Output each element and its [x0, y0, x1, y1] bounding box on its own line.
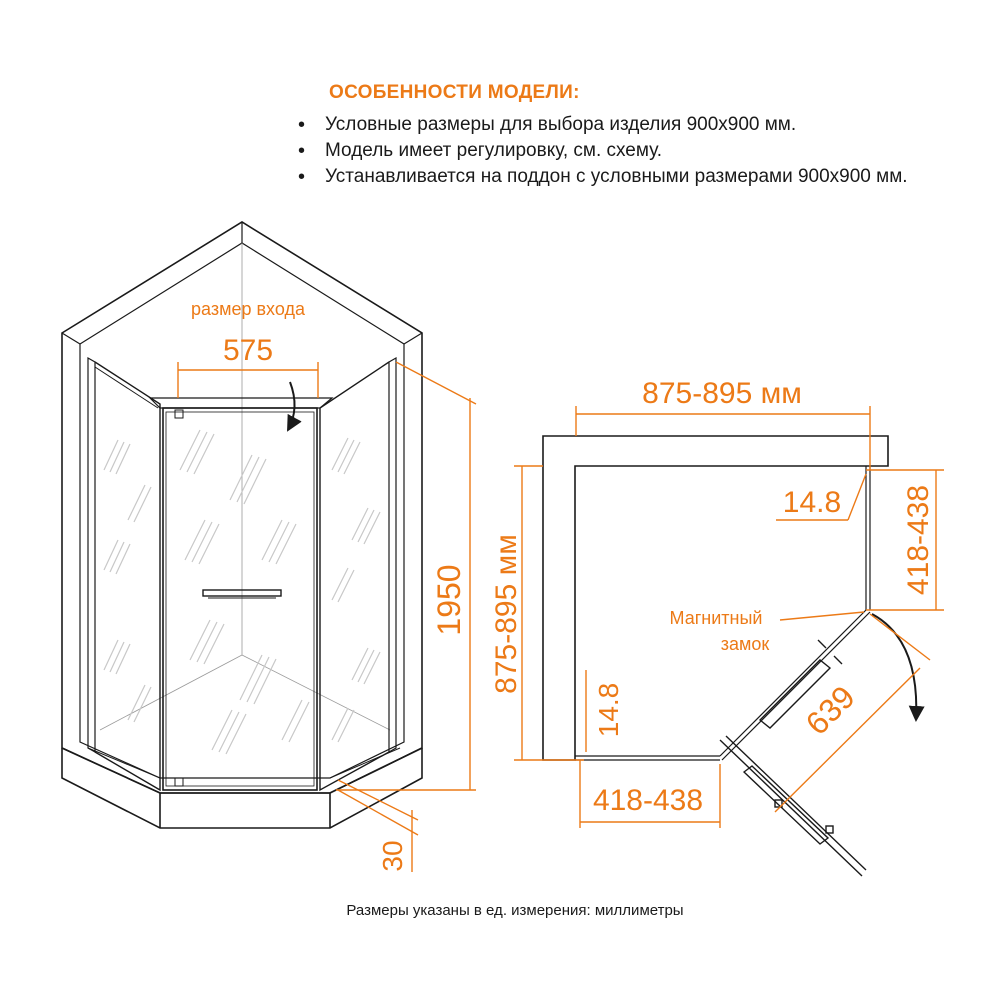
- depth-dimension: 875-895 мм: [490, 534, 523, 694]
- glass-hatching: [104, 430, 380, 754]
- plan-door-handle: [760, 640, 842, 728]
- height-dimension: 1950: [431, 564, 467, 636]
- bottom-profile-dimension: 14.8: [593, 682, 624, 738]
- feature-item: • Условные размеры для выбора изделия 900х900 мм.: [296, 112, 936, 138]
- door-swing-arrow: [288, 382, 295, 430]
- units-footnote: Размеры указаны в ед. измерения: миллиметры: [346, 902, 684, 919]
- bottom-panel-dimension: 418-438: [592, 784, 704, 817]
- plan-door-open: [720, 736, 866, 876]
- profile-dimension: 14.8: [782, 486, 842, 519]
- features-list: [296, 112, 936, 190]
- wall-l-shape: [543, 436, 888, 760]
- plan-view: [543, 436, 888, 876]
- door-panel: [150, 398, 332, 790]
- plan-dimensions: [514, 406, 944, 828]
- door-handle: [203, 590, 281, 598]
- entrance-width: 575: [222, 334, 274, 367]
- feature-item: • Устанавливается на поддон с условными размерами 900х900 мм.: [296, 164, 936, 190]
- shower-tray: [62, 748, 422, 828]
- right-glass-panel: [320, 358, 396, 790]
- right-panel-dimension: 418-438: [902, 484, 935, 596]
- plan-swing-arrow: [872, 614, 916, 720]
- wall-outline: [62, 222, 422, 793]
- tray-height-dimension: 30: [377, 840, 408, 872]
- door-width-dimension: 639: [798, 678, 862, 742]
- features-title: ОСОБЕННОСТИ МОДЕЛИ:: [329, 82, 580, 103]
- plan-width-dimension: 875-895 мм: [642, 377, 802, 410]
- magnetic-lock-line2: замок: [720, 634, 770, 654]
- feature-item: • Модель имеет регулировку, см. схему.: [296, 138, 936, 164]
- front-view: [62, 222, 422, 828]
- front-dimensions: [178, 362, 476, 872]
- left-glass-panel: [88, 358, 160, 790]
- plan-glass-panels: [575, 466, 870, 760]
- entrance-label: размер входа: [191, 299, 305, 319]
- magnetic-lock-line1: Магнитный: [669, 608, 763, 628]
- features-block: [296, 82, 936, 190]
- back-corner: [100, 243, 390, 730]
